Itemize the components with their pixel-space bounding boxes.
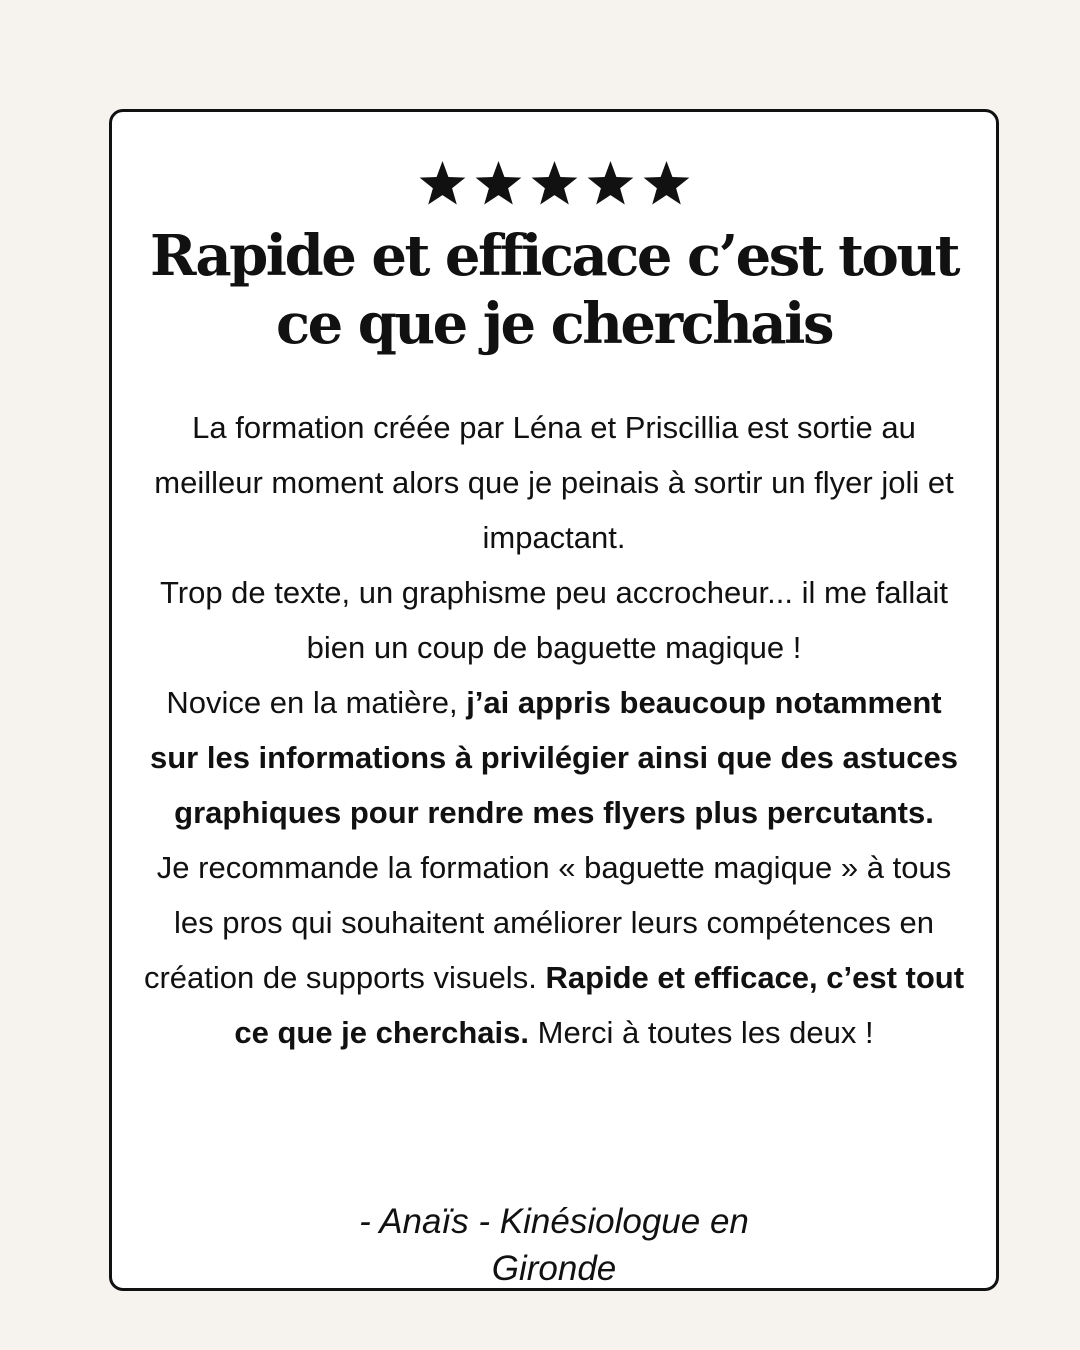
star-icon [474, 160, 523, 207]
review-paragraph [142, 675, 966, 840]
review-paragraph: Trop de texte, un graphisme peu accrocheur... il me fallait bien un coup de baguette magique ! [159, 575, 949, 665]
star-icon [642, 160, 691, 207]
review-text: Merci à toutes les deux ! [529, 1015, 874, 1050]
review-paragraph [142, 840, 966, 1060]
star-rating [112, 160, 996, 207]
review-title: Rapide et efficace c’est tout ce que je cherchais [150, 223, 958, 357]
star-icon [418, 160, 467, 207]
star-icon [530, 160, 579, 207]
review-author [112, 1198, 996, 1292]
review-text: Novice en la matière, [166, 685, 467, 720]
author-name: - Anaïs - Kinésiologue en [359, 1202, 749, 1241]
review-paragraph: La formation créée par Léna et Priscillia est sortie au meilleur moment alors que je peinais à sortir un flyer joli et impactant. [154, 410, 954, 555]
testimonial-card [109, 109, 999, 1291]
review-highlight: j’ai appris beaucoup notamment sur les informations à privilégier ainsi que des astuces graphiques pour rendre mes flyers plus percutants. [149, 685, 958, 830]
review-highlight: Rapide et efficace, c’est tout ce que je cherchais. [234, 960, 965, 1050]
review-body [142, 400, 966, 1060]
review-text: Je recommande la formation « baguette magique » à tous les pros qui souhaitent améliorer leurs compétences en création de supports visuels. [143, 850, 952, 995]
star-icon [586, 160, 635, 207]
author-location: Gironde [491, 1249, 617, 1288]
